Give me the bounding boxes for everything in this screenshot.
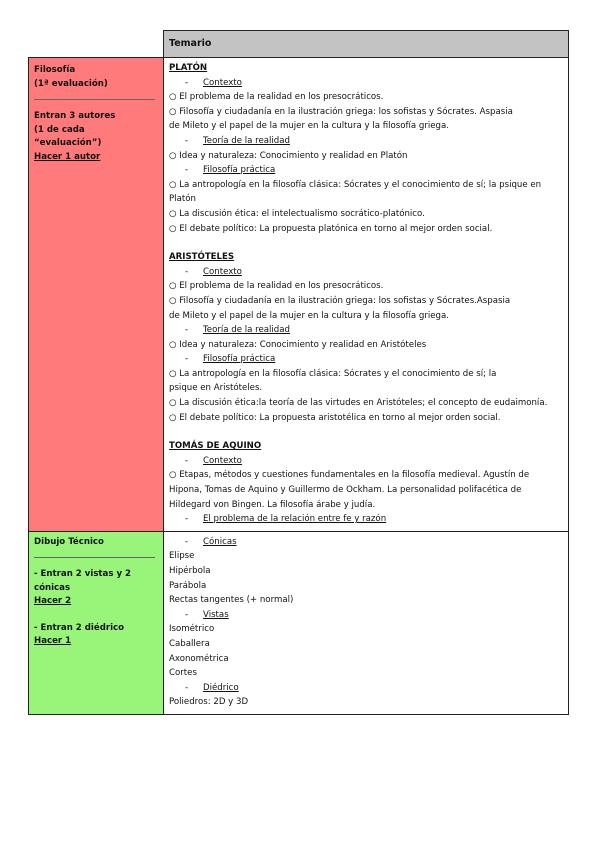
header-empty-cell xyxy=(29,31,164,58)
spacer xyxy=(169,425,564,439)
dash-bullet: - xyxy=(185,135,189,146)
syllabus-table xyxy=(28,30,569,715)
subsection-heading xyxy=(169,163,564,178)
note-line: cónicas xyxy=(34,582,71,593)
subsection-title: Contexto xyxy=(203,77,242,88)
subsection-title: Vistas xyxy=(203,609,229,620)
action-label: Hacer 1 autor xyxy=(34,151,101,162)
author-name: ARISTÓTELES xyxy=(169,252,235,263)
dash-bullet: - xyxy=(185,682,189,693)
note-line: (1 de cada xyxy=(34,124,85,135)
subject-name: Filosofía xyxy=(34,65,76,75)
topic-line: ○ Etapas, métodos y cuestiones fundamentales en la filosofía medieval. Agustín de Hipona, Tomas de Aquino y Guillermo de Ockham. La personalidad polifacética de Hildegard von Bingen. La filosofía árabe y judía. xyxy=(169,470,530,510)
divider xyxy=(34,557,155,558)
note-line: - Entran 2 diédrico xyxy=(34,622,125,633)
dash-bullet: - xyxy=(185,455,189,466)
subsection-title: Filosofía práctica xyxy=(203,354,276,365)
topic-line: Hipérbola xyxy=(169,566,211,576)
subsection-heading xyxy=(169,454,564,469)
topic-line: de Mileto y el papel de la mujer en la cultura y la filosofía griega. xyxy=(169,121,450,132)
dibujo-content-cell xyxy=(164,531,569,714)
dash-bullet: - xyxy=(185,266,189,277)
topic-line: ○ El problema de la realidad en los presocráticos. xyxy=(169,281,384,292)
filosofia-info-cell xyxy=(29,58,164,532)
dash-bullet: - xyxy=(185,536,189,547)
dibujo-topics xyxy=(169,535,564,710)
header-row xyxy=(29,31,569,58)
subsection-heading xyxy=(169,608,564,623)
topic-line: Axonométrica xyxy=(169,653,229,664)
action-label: Hacer 2 xyxy=(34,596,72,607)
dash-bullet: - xyxy=(185,165,189,176)
dash-bullet: - xyxy=(185,514,189,525)
topic-line: Parábola xyxy=(169,580,207,591)
topic-line: Poliedros: 2D y 3D xyxy=(169,697,249,708)
header-title: Temario xyxy=(164,31,569,58)
author-name: PLATÓN xyxy=(169,63,208,73)
dibujo-info-cell xyxy=(29,531,164,714)
topic-line: Caballera xyxy=(169,638,210,649)
topic-line: Elipse xyxy=(169,551,195,562)
topic-line: de Mileto y el papel de la mujer en la cultura y la filosofía griega. xyxy=(169,310,450,321)
subsection-title: Teoría de la realidad xyxy=(203,135,290,146)
topic-line: ○ Idea y naturaleza: Conocimiento y realidad en Aristóteles xyxy=(169,339,427,350)
subsection-title: Cónicas xyxy=(203,536,237,547)
subsection-heading xyxy=(169,352,564,367)
topic-line: psique en Aristóteles. xyxy=(169,383,263,394)
filosofia-row xyxy=(29,58,569,532)
topic-line: ○ El problema de la realidad en los presocráticos. xyxy=(169,92,384,103)
dash-bullet: - xyxy=(185,325,189,336)
topic-line: ○ El debate político: La propuesta platónica en torno al mejor orden social. xyxy=(169,223,493,234)
topic-line: ○ La antropología en la filosofía clásica: Sócrates y el conocimiento de sí; la psique en Platón xyxy=(169,179,542,205)
subsection-heading xyxy=(169,265,564,280)
topic-line: ○ El debate político: La propuesta aristotélica en torno al mejor orden social. xyxy=(169,412,501,423)
author-block xyxy=(169,250,564,425)
subject-period: (1ª evaluación) xyxy=(34,78,108,89)
subsection-title: El problema de la relación entre fe y razón xyxy=(203,514,387,525)
subsection-title: Diédrico xyxy=(203,682,239,693)
subsection-title: Contexto xyxy=(203,455,242,466)
topic-line: ○ Idea y naturaleza: Conocimiento y realidad en Platón xyxy=(169,150,408,161)
subsection-heading xyxy=(169,681,564,696)
author-block xyxy=(169,61,564,236)
note-line: “evaluación”) xyxy=(34,138,102,148)
filosofia-content-cell xyxy=(164,58,569,532)
divider xyxy=(34,99,155,100)
dash-bullet: - xyxy=(185,609,189,620)
topic-line: ○ La antropología en la filosofía clásica: Sócrates y el conocimiento de sí; la xyxy=(169,368,497,379)
action-label: Hacer 1 xyxy=(34,636,72,647)
topic-line: Isométrico xyxy=(169,624,215,635)
dash-bullet: - xyxy=(185,354,189,365)
subsection-heading xyxy=(169,535,564,550)
topic-line: ○ Filosofía y ciudadanía en la ilustración griega: los sofistas y Sócrates.Aspasia xyxy=(169,295,511,306)
note-line: - Entran 2 vistas y 2 xyxy=(34,569,132,580)
topic-line: ○ La discusión ética: el intelectualismo socrático-platónico. xyxy=(169,208,425,219)
subsection-title: Contexto xyxy=(203,266,242,277)
dash-bullet: - xyxy=(185,77,189,88)
topic-line: Rectas tangentes (+ normal) xyxy=(169,595,294,606)
subsection-title: Filosofía práctica xyxy=(203,165,276,176)
topic-line: ○ Filosofía y ciudadanía en la ilustración griega: los sofistas y Sócrates. Aspasia xyxy=(169,106,513,117)
author-name: TOMÁS DE AQUINO xyxy=(169,441,262,452)
topic-line: ○ La discusión ética:la teoría de las virtudes en Aristóteles; el concepto de eudaimonía. xyxy=(169,398,548,409)
note-line: Entran 3 autores xyxy=(34,111,116,121)
subsection-heading xyxy=(169,512,564,527)
spacer xyxy=(169,236,564,250)
subsection-heading xyxy=(169,323,564,338)
subsection-heading xyxy=(169,76,564,91)
author-block xyxy=(169,439,564,527)
subject-name: Dibujo Técnico xyxy=(34,536,104,547)
authors-list xyxy=(169,61,564,527)
subsection-title: Teoría de la realidad xyxy=(203,325,290,336)
dibujo-row xyxy=(29,531,569,714)
subsection-heading xyxy=(169,134,564,149)
topic-line: Cortes xyxy=(169,668,197,679)
